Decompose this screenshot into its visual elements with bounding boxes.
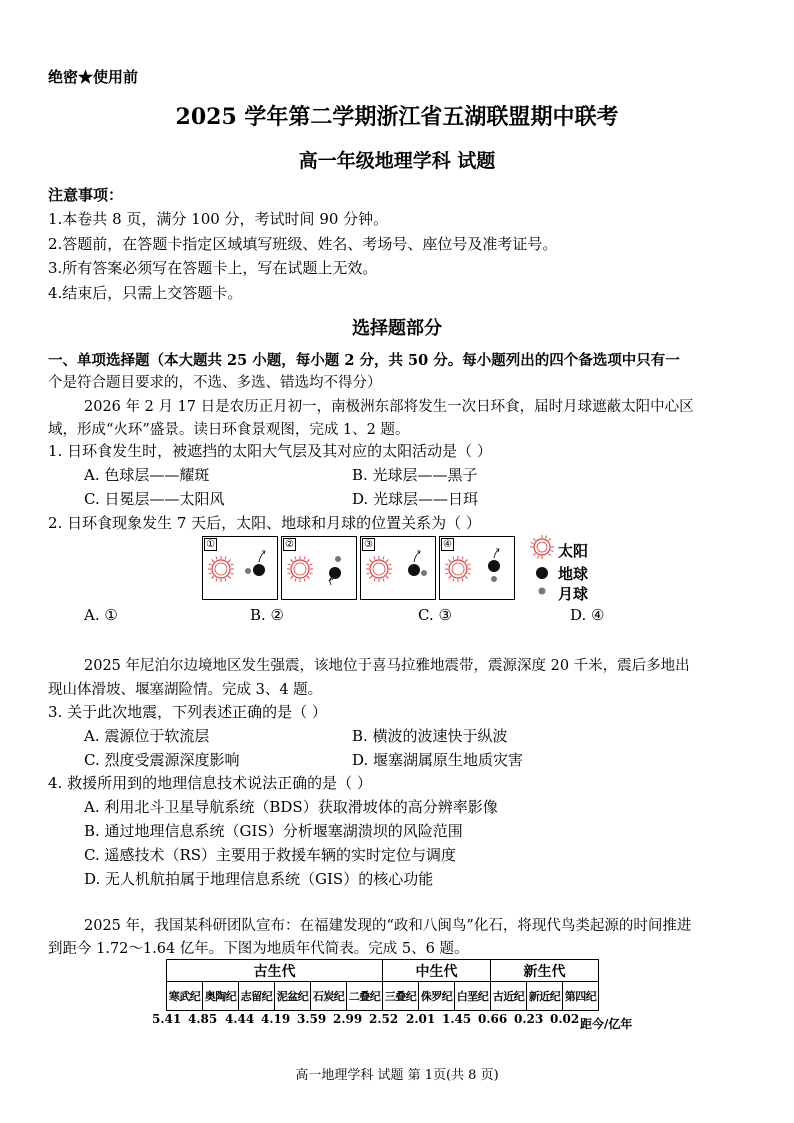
sun-icon xyxy=(208,556,234,582)
era-cenozoic: 新生代 xyxy=(491,960,599,982)
section-title: 选择题部分 xyxy=(352,318,442,339)
q2-diagram-box-2 xyxy=(281,536,357,600)
notes-heading: 注意事项： xyxy=(48,186,124,204)
moon-icon xyxy=(245,568,251,574)
box-number: ③ xyxy=(362,538,375,551)
q3-option-d: D. 堰塞湖属原生地质灾害 xyxy=(352,751,524,769)
sun-icon xyxy=(530,535,554,559)
note-item: 4.结束后，只需上交答题卡。 xyxy=(48,284,243,302)
period-cell: 二叠纪 xyxy=(347,982,383,1011)
position-diagram xyxy=(203,537,277,599)
q2-diagram-box-4 xyxy=(439,536,515,600)
box-number: ② xyxy=(283,538,296,551)
tick-label: 5.41 xyxy=(152,1012,182,1026)
q1-option-b: B. 光球层——黑子 xyxy=(352,466,478,484)
box-number: ④ xyxy=(441,538,454,551)
q2-option-c: C. ③ xyxy=(418,606,452,624)
earth-icon xyxy=(488,560,500,572)
sun-icon xyxy=(445,556,471,582)
earth-icon xyxy=(408,564,420,576)
passage1-line2: 域，形成“火环”盛景。读日环食景观图，完成 1、2 题。 xyxy=(48,422,410,438)
passage1-line1: 2026 年 2 月 17 日是农历正月初一，南极洲东部将发生一次日环食，届时月球遮蔽太阳中心区 xyxy=(84,399,694,415)
legend-moon-label: 月球 xyxy=(558,585,589,603)
tick-label: 4.44 xyxy=(225,1012,255,1026)
period-cell: 志留纪 xyxy=(239,982,275,1011)
earth-icon xyxy=(253,564,265,576)
tick-label: 2.52 xyxy=(369,1012,399,1026)
geologic-time-table xyxy=(166,959,599,1011)
note-item: 3.所有答案必须写在答题卡上，写在试题上无效。 xyxy=(48,259,378,277)
q3-option-b: B. 横波的波速快于纵波 xyxy=(352,727,508,745)
q4-option-c: C. 遥感技术（RS）主要用于救援车辆的实时定位与调度 xyxy=(84,846,457,864)
moon-icon xyxy=(335,556,341,562)
period-cell: 三叠纪 xyxy=(383,982,419,1011)
tick-label: 4.19 xyxy=(261,1012,291,1026)
tick-label: 2.99 xyxy=(333,1012,363,1026)
position-diagram xyxy=(361,537,435,599)
period-cell: 泥盆纪 xyxy=(275,982,311,1011)
q1-stem: 1. 日环食发生时，被遮挡的太阳大气层及其对应的太阳活动是（ ） xyxy=(48,442,492,460)
q3-option-c: C. 烈度受震源深度影响 xyxy=(84,751,240,769)
exam-title: 2025 学年第二学期浙江省五湖联盟期中联考 xyxy=(175,104,619,130)
period-cell: 新近纪 xyxy=(527,982,563,1011)
moon-icon xyxy=(421,570,427,576)
period-cell: 石炭纪 xyxy=(311,982,347,1011)
part1-line1: 一、单项选择题（本大题共 25 小题，每小题 2 分，共 50 分。每小题列出的四个备选项中只有一 xyxy=(48,352,680,369)
time-unit-label: 距今/亿年 xyxy=(580,1017,633,1031)
q2-option-a: A. ① xyxy=(84,606,118,624)
orbit-arrow-icon xyxy=(259,552,264,562)
moon-icon xyxy=(491,576,497,582)
part1-line2: 个是符合题目要求的，不选、多选、错选均不得分） xyxy=(48,375,382,391)
legend-earth-label: 地球 xyxy=(558,565,589,583)
box-number: ① xyxy=(204,538,217,551)
q4-stem: 4. 救援所用到的地理信息技术说法正确的是（ ） xyxy=(48,774,372,792)
tick-label: 0.23 xyxy=(514,1012,544,1026)
tick-label: 2.01 xyxy=(406,1012,436,1026)
era-mesozoic: 中生代 xyxy=(383,960,491,982)
tick-label: 3.59 xyxy=(297,1012,327,1026)
legend-sun-label: 太阳 xyxy=(558,542,589,560)
position-diagram xyxy=(282,537,356,599)
tick-label: 4.85 xyxy=(188,1012,218,1026)
tick-label: 0.02 xyxy=(550,1012,580,1026)
orbit-arrow-icon xyxy=(494,550,498,558)
q2-stem: 2. 日环食现象发生 7 天后，太阳、地球和月球的位置关系为（ ） xyxy=(48,514,481,532)
q1-option-a: A. 色球层——耀斑 xyxy=(84,466,210,484)
period-cell: 侏罗纪 xyxy=(419,982,455,1011)
tick-label: 0.66 xyxy=(478,1012,508,1026)
moon-icon xyxy=(539,588,546,595)
earth-icon xyxy=(329,567,341,579)
period-cell: 第四纪 xyxy=(563,982,599,1011)
passage2-line1: 2025 年尼泊尔边境地区发生强震，该地位于喜马拉雅地震带，震源深度 20 千米，震后多地出 xyxy=(84,658,690,674)
passage3-line1: 2025 年，我国某科研团队宣布：在福建发现的“政和八闽鸟”化石，将现代鸟类起源的时间推进 xyxy=(84,918,692,934)
q4-option-b: B. 通过地理信息系统（GIS）分析堰塞湖溃坝的风险范围 xyxy=(84,822,463,840)
q2-option-b: B. ② xyxy=(250,606,285,624)
period-cell: 奥陶纪 xyxy=(203,982,239,1011)
exam-subtitle: 高一年级地理学科 试题 xyxy=(298,150,496,172)
q4-option-a: A. 利用北斗卫星导航系统（BDS）获取滑坡体的高分辨率影像 xyxy=(84,798,498,816)
tick-label: 1.45 xyxy=(442,1012,472,1026)
q1-option-c: C. 日冕层——太阳风 xyxy=(84,490,225,508)
note-item: 1.本卷共 8 页，满分 100 分，考试时间 90 分钟。 xyxy=(48,210,389,228)
q3-option-a: A. 震源位于软流层 xyxy=(84,727,210,745)
q3-stem: 3. 关于此次地震，下列表述正确的是（ ） xyxy=(48,703,327,721)
q2-diagram-box-1 xyxy=(202,536,278,600)
page-footer: 高一地理学科 试题 第 1页(共 8 页) xyxy=(295,1068,499,1083)
passage3-line2: 到距今 1.72～1.64 亿年。下图为地质年代简表。完成 5、6 题。 xyxy=(48,941,469,957)
earth-icon xyxy=(536,567,548,579)
part1-instructions xyxy=(48,349,680,370)
q4-option-d: D. 无人机航拍属于地理信息系统（GIS）的核心功能 xyxy=(84,870,434,888)
era-paleozoic: 古生代 xyxy=(167,960,383,982)
passage2-line2: 现山体滑坡、堰塞湖险情。完成 3、4 题。 xyxy=(48,682,323,698)
q2-diagram-box-3 xyxy=(360,536,436,600)
period-cell: 寒武纪 xyxy=(167,982,203,1011)
note-item: 2.答题前，在答题卡指定区域填写班级、姓名、考场号、座位号及准考证号。 xyxy=(48,235,558,253)
sun-icon xyxy=(366,556,392,582)
period-cell: 白垩纪 xyxy=(455,982,491,1011)
secret-mark: 绝密★使用前 xyxy=(48,68,139,86)
period-cell: 古近纪 xyxy=(491,982,527,1011)
q2-option-d: D. ④ xyxy=(570,606,605,624)
orbit-arrow-icon xyxy=(414,552,419,562)
sun-icon xyxy=(287,556,313,582)
position-diagram xyxy=(440,537,514,599)
q1-option-d: D. 光球层——日珥 xyxy=(352,490,479,508)
legend-symbols xyxy=(530,533,556,603)
